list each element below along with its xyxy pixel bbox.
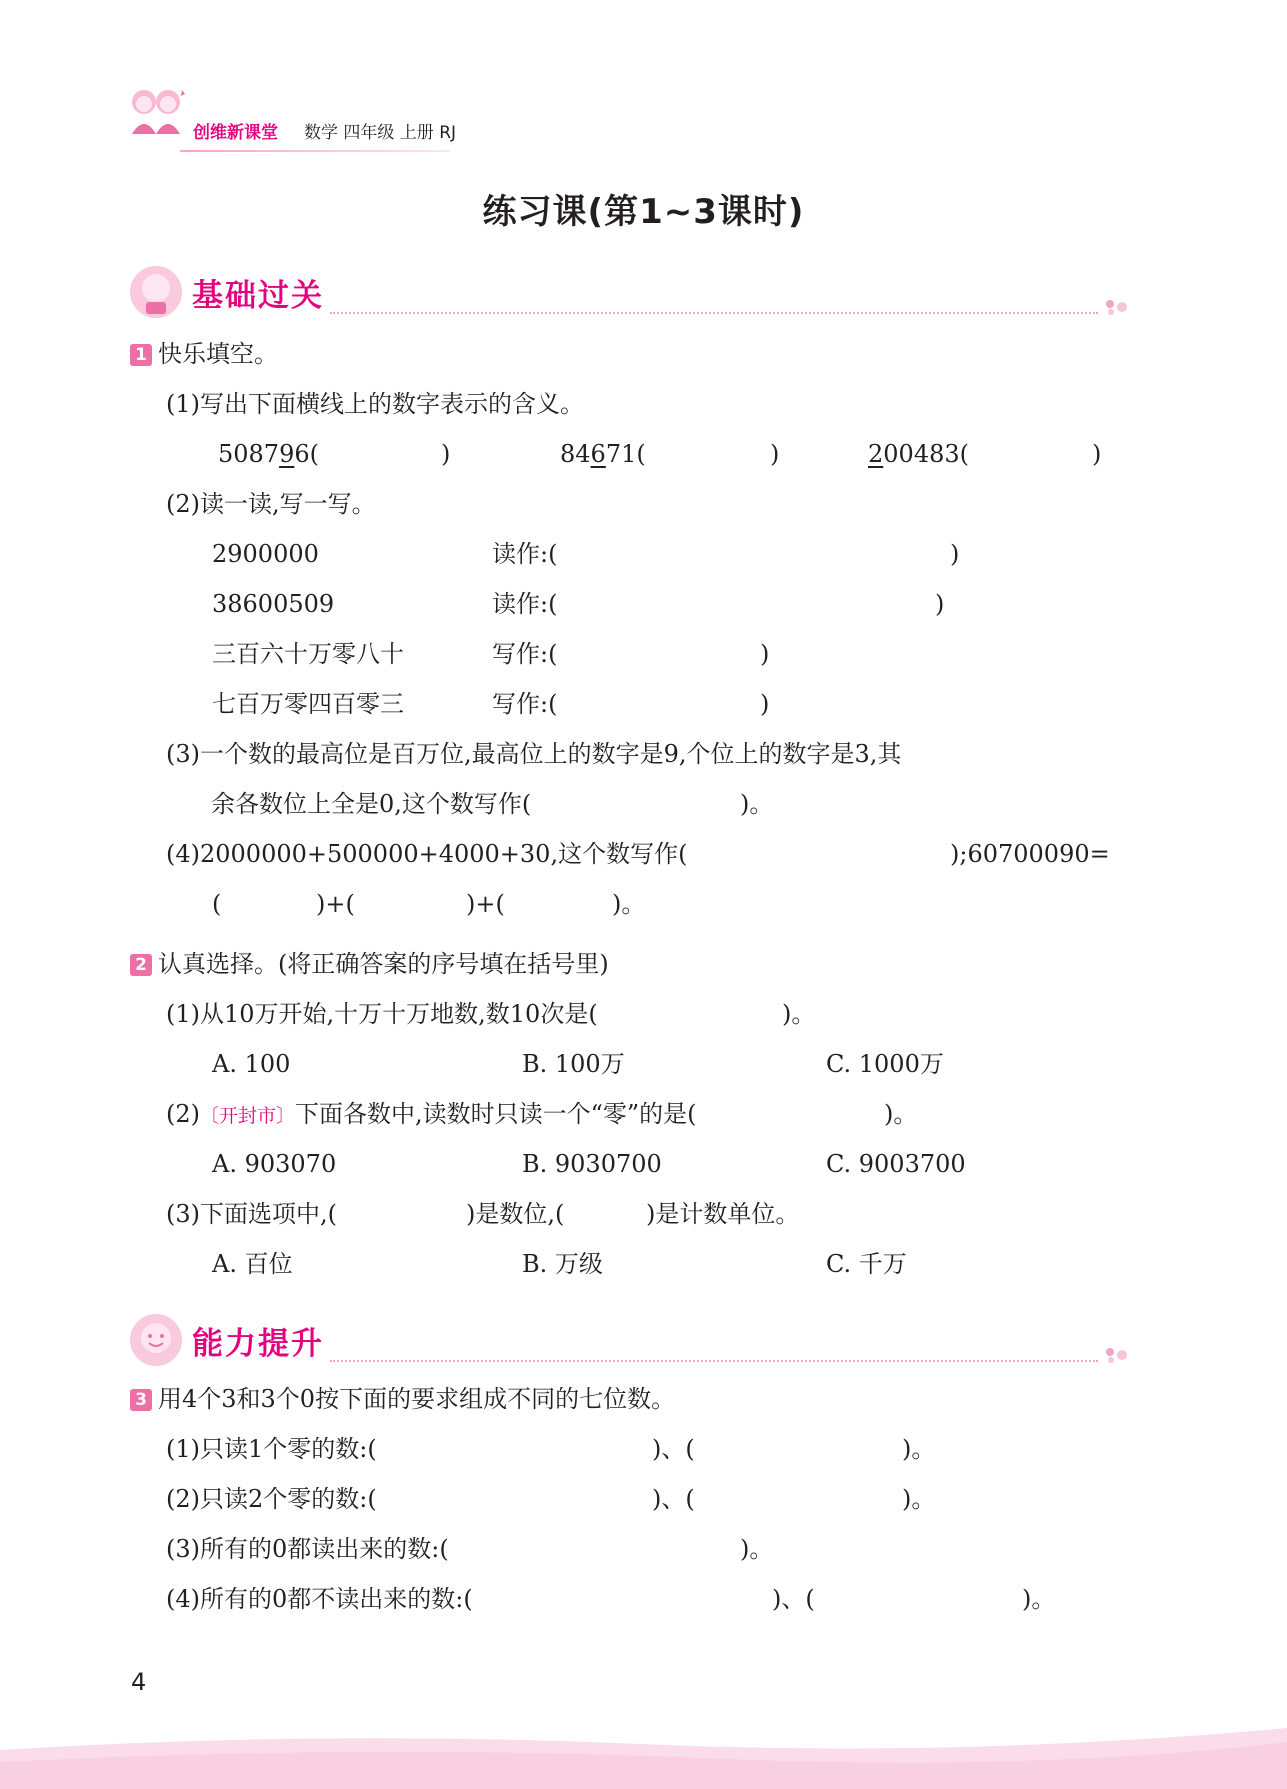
- q2-part2: (2)〔开封市〕下面各数中,读数时只读一个“零”的是(: [166, 1100, 697, 1128]
- q2-part3-b: )是数位,(: [466, 1200, 565, 1228]
- question-number: 2: [130, 954, 152, 976]
- q2-part1-option-c: C. 1000万: [826, 1050, 944, 1078]
- q2-part1-option-a: A. 100: [212, 1050, 291, 1078]
- q1-row2-number: 38600509: [212, 590, 335, 618]
- q2-part2-option-a: A. 903070: [212, 1150, 337, 1178]
- q3-part1-b: )、(: [652, 1435, 695, 1463]
- question-2-stem: [130, 949, 609, 979]
- q1-row1-prompt: 读作:(: [492, 540, 558, 568]
- q1-number-b: 84671(: [560, 440, 646, 468]
- section-advanced-title: 能力提升: [192, 1326, 324, 1362]
- q1-row3-close: ): [760, 640, 770, 668]
- q1-part4-line2-d: )。: [612, 890, 646, 918]
- q1-row4-close: ): [760, 690, 770, 718]
- q3-part4-b: )、(: [772, 1585, 815, 1613]
- q1-part4-line2-b: )+(: [316, 890, 355, 918]
- q1-part2: (2)读一读,写一写。: [166, 490, 376, 518]
- section-basic-title: 基础过关: [192, 278, 324, 314]
- q2-part1: (1)从10万开始,十万十万地数,数10次是(: [166, 1000, 598, 1028]
- question-1-stem: [130, 339, 278, 369]
- q1-part4-line1: (4)2000000+500000+4000+30,这个数写作(: [166, 840, 688, 868]
- q3-part4-a: (4)所有的0都不读出来的数:(: [166, 1585, 473, 1613]
- q2-part1-option-b: B. 100万: [522, 1050, 625, 1078]
- section-divider: [330, 312, 1098, 314]
- question-number: 3: [130, 1389, 152, 1411]
- q2-part3-option-a: A. 百位: [212, 1250, 293, 1278]
- q1-part1: (1)写出下面横线上的数字表示的含义。: [166, 390, 584, 418]
- header-meta: 数学 四年级 上册 RJ: [304, 123, 457, 143]
- question-1-text: 快乐填空。: [158, 340, 278, 368]
- section-advanced-icon: [128, 1312, 184, 1368]
- q1-number-c: 200483(: [868, 440, 969, 468]
- q2-part1-end: )。: [782, 1000, 816, 1028]
- q3-part1-c: )。: [902, 1435, 936, 1463]
- q1-row3-prompt: 写作:(: [492, 640, 558, 668]
- q2-part2-option-c: C. 9003700: [826, 1150, 966, 1178]
- q1-number-a-close: ): [441, 440, 451, 468]
- q1-row4-words: 七百万零四百零三: [212, 690, 404, 718]
- page-title: 练习课(第1~3课时): [482, 192, 805, 232]
- dots-decoration-icon: [1104, 1346, 1134, 1364]
- q1-part4-line1-end: );60700090=: [950, 840, 1110, 868]
- q3-part3-a: (3)所有的0都读出来的数:(: [166, 1535, 449, 1563]
- q1-row2-prompt: 读作:(: [492, 590, 558, 618]
- q1-row4-prompt: 写作:(: [492, 690, 558, 718]
- q2-part3-option-b: B. 万级: [522, 1250, 603, 1278]
- header-underline: [180, 150, 450, 152]
- q1-row3-words: 三百六十万零八十: [212, 640, 404, 668]
- q1-part4-line2-a: (: [212, 890, 222, 918]
- q1-row1-number: 2900000: [212, 540, 319, 568]
- q3-part1-a: (1)只读1个零的数:(: [166, 1435, 377, 1463]
- question-3-text: 用4个3和3个0按下面的要求组成不同的七位数。: [158, 1385, 676, 1413]
- q1-part3-line2-end: )。: [740, 790, 774, 818]
- q2-part2-end: )。: [884, 1100, 918, 1128]
- q2-part3-option-c: C. 千万: [826, 1250, 907, 1278]
- question-3-stem: [130, 1384, 675, 1414]
- q1-number-c-close: ): [1092, 440, 1102, 468]
- region-tag: 〔开封市〕: [200, 1105, 296, 1127]
- kids-logo-icon: [122, 84, 192, 144]
- question-2-text: 认真选择。(将正确答案的序号填在括号里): [158, 950, 609, 978]
- q2-part2-option-b: B. 9030700: [522, 1150, 662, 1178]
- page-number: 4: [131, 1668, 147, 1696]
- q3-part2-a: (2)只读2个零的数:(: [166, 1485, 377, 1513]
- dots-decoration-icon: [1104, 298, 1134, 316]
- footer-wave-decoration: [0, 1700, 1287, 1789]
- section-divider: [330, 1360, 1098, 1362]
- q1-part3-line2: 余各数位上全是0,这个数写作(: [211, 790, 532, 818]
- q2-part3-a: (3)下面选项中,(: [166, 1200, 337, 1228]
- q3-part2-b: )、(: [652, 1485, 695, 1513]
- q2-part3-c: )是计数单位。: [646, 1200, 800, 1228]
- q1-part4-line2-c: )+(: [466, 890, 505, 918]
- q1-row2-close: ): [935, 590, 945, 618]
- q1-row1-close: ): [950, 540, 960, 568]
- question-number: 1: [130, 344, 152, 366]
- section-basic-icon: [128, 264, 184, 320]
- q1-number-a: 508796(: [218, 440, 319, 468]
- q3-part2-c: )。: [902, 1485, 936, 1513]
- q1-part3-line1: (3)一个数的最高位是百万位,最高位上的数字是9,个位上的数字是3,其: [166, 740, 902, 768]
- q3-part3-b: )。: [740, 1535, 774, 1563]
- header-brand: 创维新课堂: [193, 123, 278, 143]
- q3-part4-c: )。: [1022, 1585, 1056, 1613]
- q1-number-b-close: ): [770, 440, 780, 468]
